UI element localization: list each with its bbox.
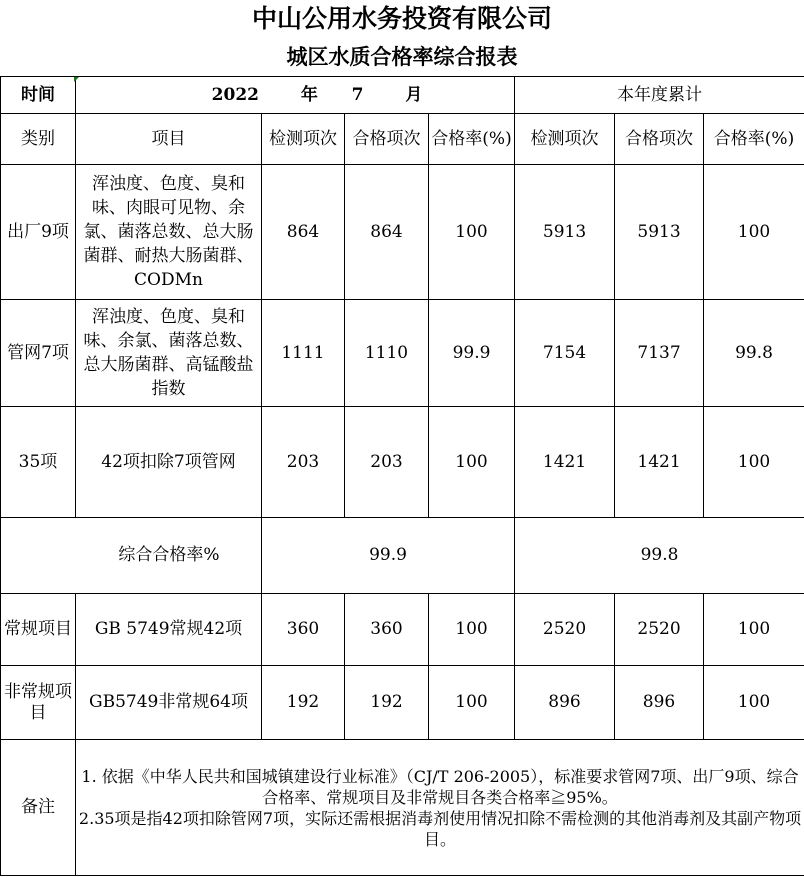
row-category: 非常规项目: [1, 666, 76, 740]
cell-comment-marker: [74, 77, 79, 82]
row-tested: 1111: [262, 300, 345, 407]
row-passed: 203: [345, 407, 429, 518]
col-cum-passed: 合格项次: [615, 114, 704, 165]
row-rate: 100: [429, 165, 515, 300]
row-cum-rate: 100: [704, 594, 804, 666]
col-tested: 检测项次: [262, 114, 345, 165]
row-cum-passed: 1421: [615, 407, 704, 518]
notes-label: 备注: [1, 740, 76, 876]
overall-month-rate: 99.9: [262, 518, 515, 594]
col-rate: 合格率(%): [429, 114, 515, 165]
overall-label: 综合合格率%: [1, 518, 262, 594]
row-cum-tested: 5913: [515, 165, 615, 300]
row-tested: 192: [262, 666, 345, 740]
row-passed: 360: [345, 594, 429, 666]
row-cum-passed: 7137: [615, 300, 704, 407]
row-passed: 864: [345, 165, 429, 300]
period-month: 7: [351, 84, 364, 105]
time-label: 时间: [1, 77, 76, 114]
row-category: 常规项目: [1, 594, 76, 666]
row-cum-passed: 2520: [615, 594, 704, 666]
note-line-1: 1. 依据《中华人民共和国城镇建设行业标准》（CJ/T 206-2005），标准要求管网7项、出厂9项、综合合格率、常规项目及非常规目各类合格率≧95%。: [81, 766, 799, 807]
row-category: 管网7项: [1, 300, 76, 407]
table-row: [1, 165, 804, 300]
row-item: GB5749非常规64项: [76, 666, 262, 740]
cumulative-label: 本年度累计: [515, 77, 804, 114]
row-rate: 100: [429, 666, 515, 740]
row-rate: 99.9: [429, 300, 515, 407]
row-category: 35项: [1, 407, 76, 518]
overall-cum-rate: 99.8: [515, 518, 804, 594]
period-year-unit: 年: [300, 84, 318, 105]
row-cum-rate: 100: [704, 407, 804, 518]
col-passed: 合格项次: [345, 114, 429, 165]
row-rate: 100: [429, 407, 515, 518]
column-header-row: [1, 114, 804, 165]
quality-report-table: [0, 76, 804, 876]
table-row: [1, 407, 804, 518]
notes-content: [76, 740, 804, 876]
row-category: 出厂9项: [1, 165, 76, 300]
overall-rate-row: [1, 518, 804, 594]
row-tested: 203: [262, 407, 345, 518]
row-rate: 100: [429, 594, 515, 666]
row-tested: 360: [262, 594, 345, 666]
report-title: 城区水质合格率综合报表: [286, 44, 518, 69]
row-cum-rate: 100: [704, 666, 804, 740]
table-row: [1, 666, 804, 740]
col-cum-tested: 检测项次: [515, 114, 615, 165]
row-passed: 1110: [345, 300, 429, 407]
row-cum-rate: 100: [704, 165, 804, 300]
row-tested: 864: [262, 165, 345, 300]
row-cum-tested: 1421: [515, 407, 615, 518]
row-cum-passed: 896: [615, 666, 704, 740]
row-item: 浑浊度、色度、臭和味、余氯、菌落总数、总大肠菌群、高锰酸盐指数: [76, 300, 262, 407]
row-item: GB 5749常规42项: [76, 594, 262, 666]
notes-row: [1, 740, 804, 876]
table-row: [1, 300, 804, 407]
row-cum-passed: 5913: [615, 165, 704, 300]
row-cum-rate: 99.8: [704, 300, 804, 407]
col-item: 项目: [76, 114, 262, 165]
col-cum-rate: 合格率(%): [704, 114, 804, 165]
row-item: 42项扣除7项管网: [76, 407, 262, 518]
row-cum-tested: 7154: [515, 300, 615, 407]
note-line-2: 2.35项是指42项扣除管网7项，实际还需根据消毒剂使用情况扣除不需检测的其他消毒剂及其副产物项目。: [78, 808, 802, 849]
row-item: 浑浊度、色度、臭和味、肉眼可见物、余氯、菌落总数、总大肠菌群、耐热大肠菌群、CODMn: [76, 165, 262, 300]
report-period: [76, 77, 515, 114]
row-passed: 192: [345, 666, 429, 740]
table-row: [1, 594, 804, 666]
period-year: 2022: [211, 84, 259, 105]
period-month-unit: 月: [405, 84, 423, 105]
company-name: 中山公用水务投资有限公司: [251, 4, 552, 33]
row-cum-tested: 2520: [515, 594, 615, 666]
col-category: 类别: [1, 114, 76, 165]
header-time-row: [1, 77, 804, 114]
row-cum-tested: 896: [515, 666, 615, 740]
